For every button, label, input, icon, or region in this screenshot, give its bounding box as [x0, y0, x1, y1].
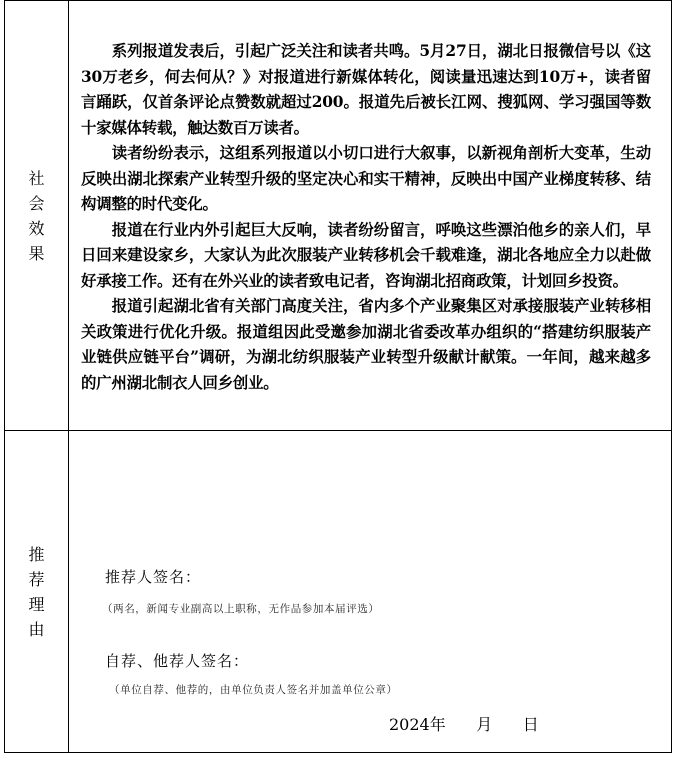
recommendation-reason-row — [5, 431, 672, 753]
effect-paragraph-1: 系列报道发表后，引起广泛关注和读者共鸣。5月27日，湖北日报微信号以《这30万老乡，何去何从？》对报道进行新媒体转化，阅读量迅速达到10万+，读者留言踊跃，仅首条评论点赞数就超过200。报道先后被长江网、搜狐网、学习强国等数十家媒体转载，触达数百万读者。 — [81, 42, 651, 137]
recommender-signature-note: （两名，新闻专业副高以上职称，无作品参加本届评选） — [102, 603, 380, 615]
social-effect-label-cell — [5, 1, 69, 431]
signature-date: 2024年 月 日 — [389, 715, 539, 734]
effect-paragraph-4: 报道引起湖北省有关部门高度关注，省内多个产业聚集区对承接服装产业转移相关政策进行优化升级。报道组因此受邀参加湖北省委改革办组织的“搭建纺织服装产业链供应链平台”调研，为湖北纺织服装产业转型升级献计献策。一年间，越来越多的广州湖北制衣人回乡创业。 — [81, 297, 651, 392]
recommendation-reason-content-cell[interactable] — [69, 431, 672, 753]
recommendation-reason-label-cell — [5, 431, 69, 753]
effect-paragraph-3: 报道在行业内外引起巨大反响，读者纷纷留言，呼唤这些漂泊他乡的亲人们，早日回来建设家乡，大家认为此次服装产业转移机会千载难逢，湖北各地应全力以赴做好承接工作。还有在外兴业的读者致电记者，咨询湖北招商政策，计划回乡投资。 — [81, 220, 651, 290]
self-recommender-signature-note: （单位自荐、他荐的，由单位负责人签名并加盖单位公章） — [109, 684, 398, 696]
social-effect-content-cell — [69, 1, 672, 431]
recommendation-form-table — [4, 0, 672, 753]
social-effect-label: 社会效果 — [28, 168, 45, 263]
social-effect-text — [69, 1, 671, 396]
recommendation-reason-label: 推荐理由 — [28, 544, 45, 639]
recommender-signature-label: 推荐人签名： — [105, 568, 202, 586]
social-effect-row — [5, 1, 672, 431]
self-recommender-signature-label: 自荐、他荐人签名： — [105, 652, 250, 670]
effect-paragraph-2: 读者纷纷表示，这组系列报道以小切口进行大叙事，以新视角剖析大变革，生动反映出湖北探索产业转型升级的坚定决心和实干精神，反映出中国产业梯度转移、结构调整的时代变化。 — [81, 144, 651, 213]
